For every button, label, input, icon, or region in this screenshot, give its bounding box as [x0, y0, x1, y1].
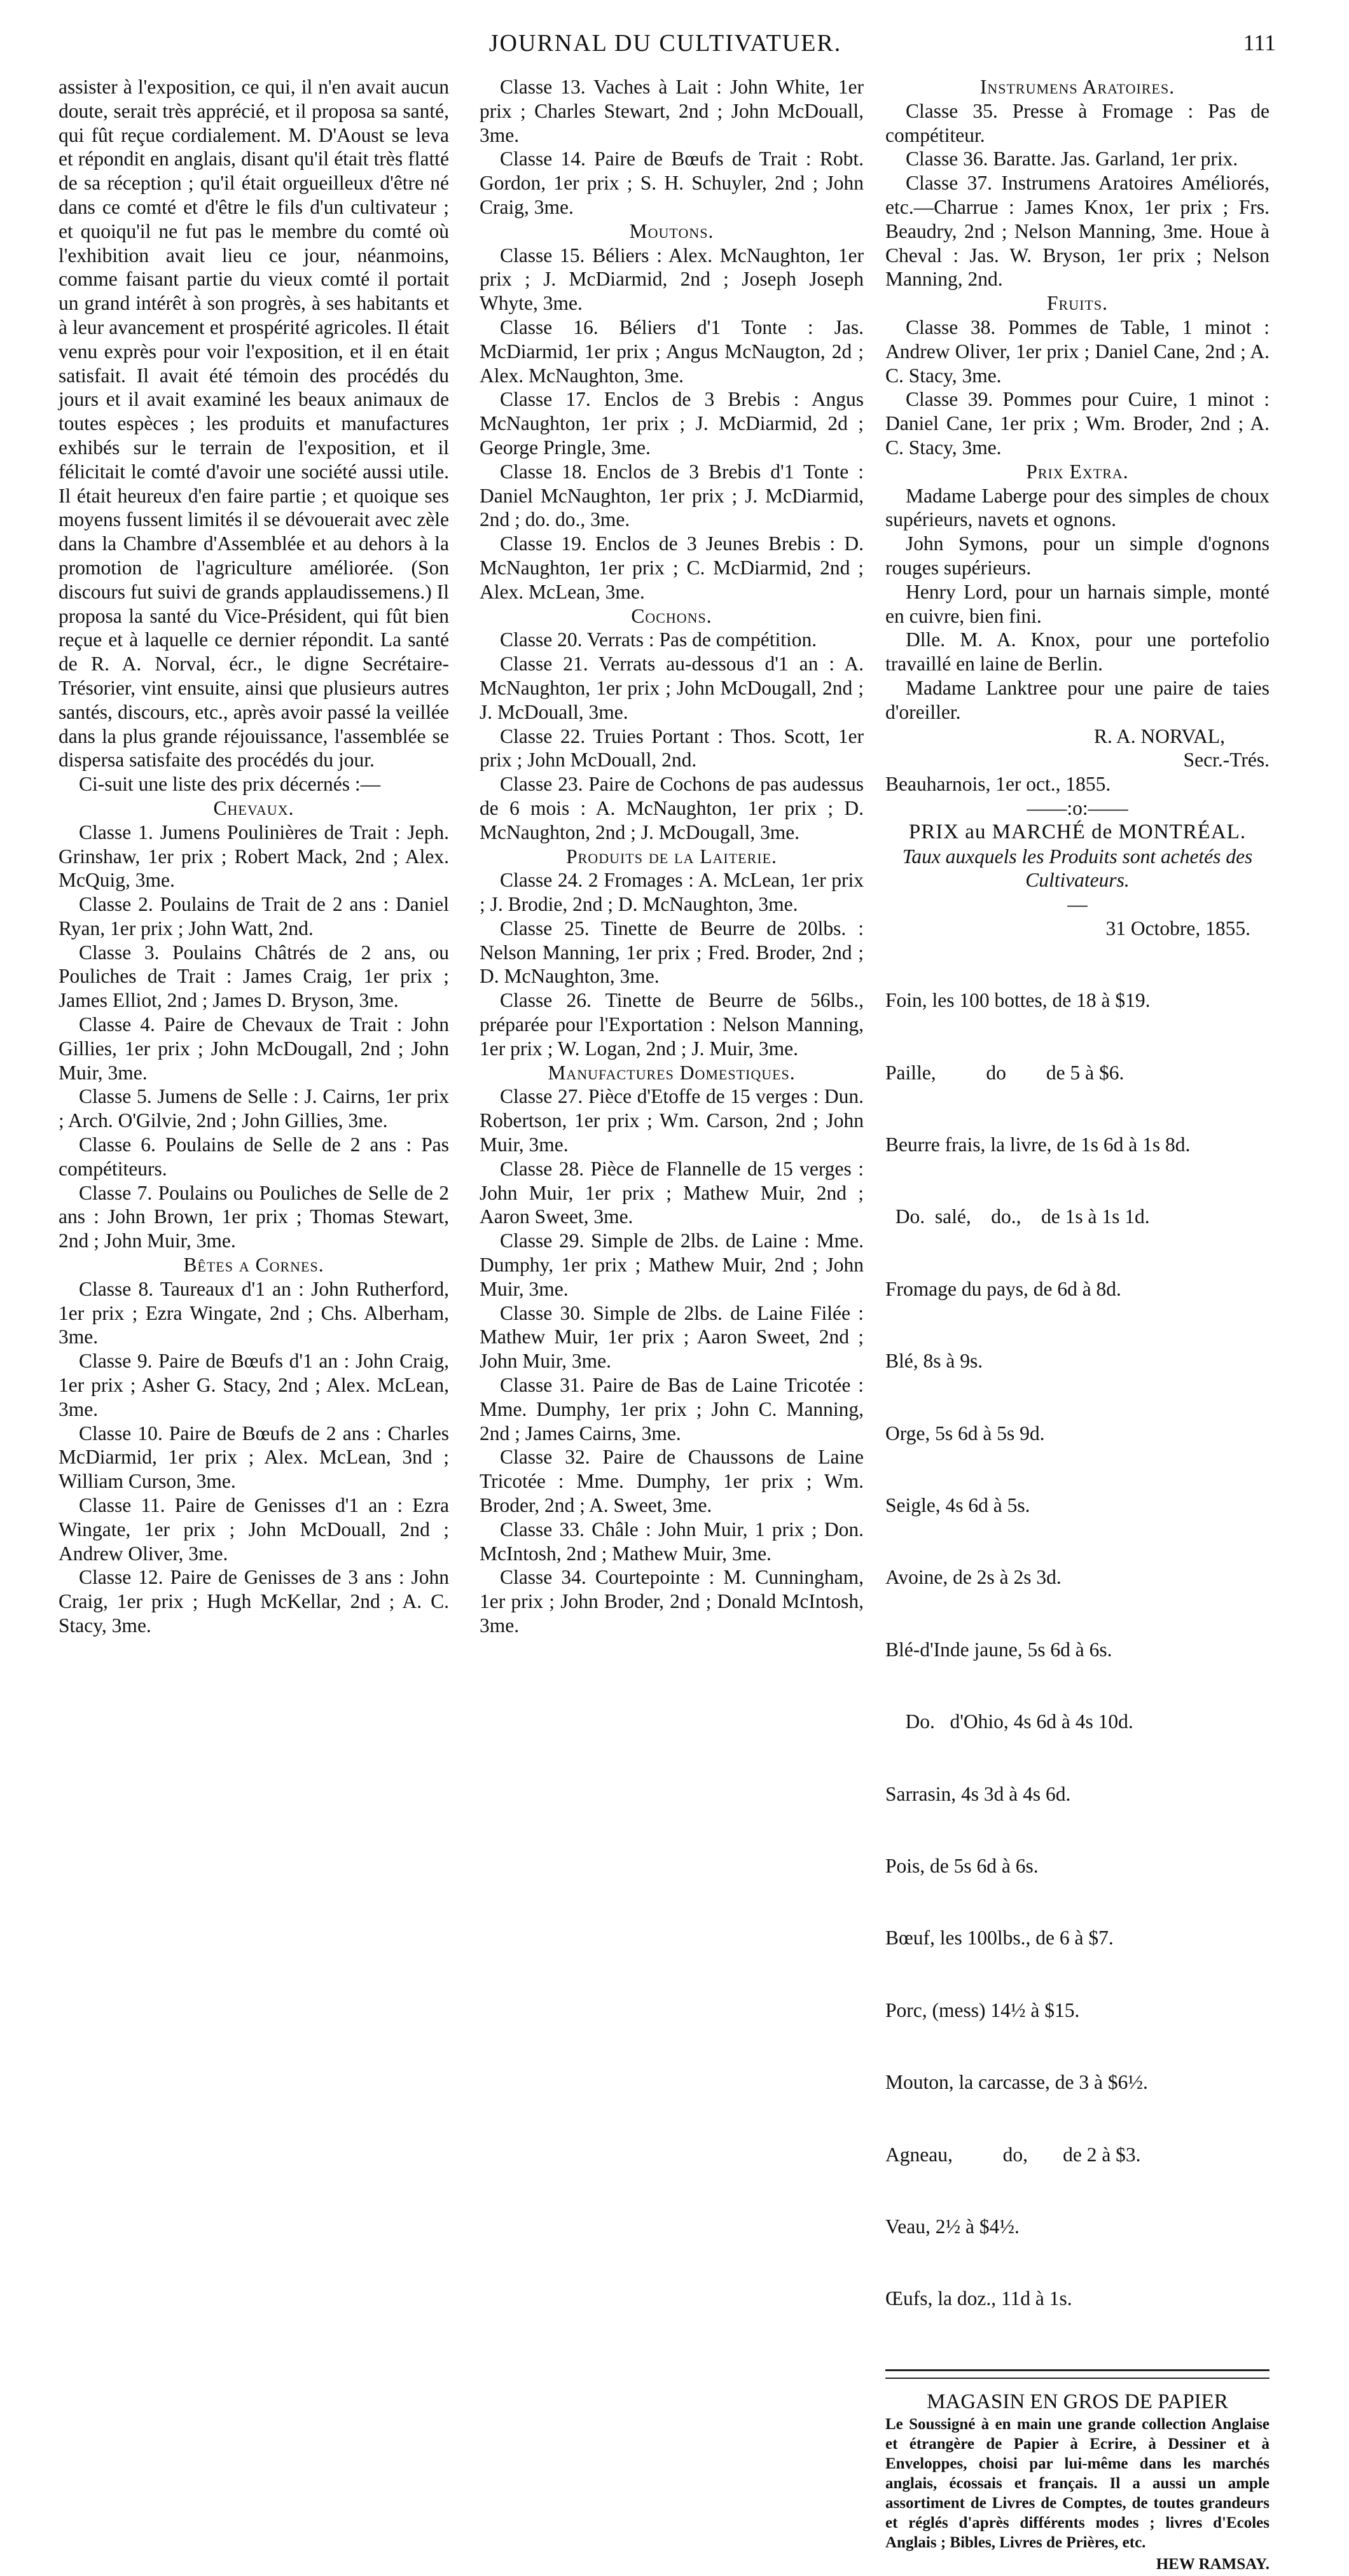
- prize-entry: Classe 38. Pommes de Table, 1 minot : Andrew Oliver, 1er prix ; Daniel Cane, 2nd ; A. C. Stacy, 3me.: [885, 315, 1269, 387]
- section-heading-chevaux: Chevaux.: [59, 796, 449, 821]
- page-number: 111: [1243, 29, 1276, 56]
- market-price-list: [885, 941, 1269, 2359]
- prize-entry: Classe 20. Verrats : Pas de compétition.: [480, 628, 864, 652]
- price-line: Paille, do de 5 à $6.: [885, 1061, 1269, 1085]
- signature-name: R. A. NORVAL,: [885, 724, 1269, 749]
- prize-entry: Classe 14. Paire de Bœufs de Trait : Robt. Gordon, 1er prix ; S. H. Schuyler, 2nd ; John Craig, 3me.: [480, 147, 864, 219]
- column-right: [885, 75, 1269, 2576]
- price-line: Orge, 5s 6d à 5s 9d.: [885, 1422, 1269, 1446]
- prize-entry: Classe 35. Presse à Fromage : Pas de compétiteur.: [885, 99, 1269, 148]
- price-line: Beurre frais, la livre, de 1s 6d à 1s 8d.: [885, 1133, 1269, 1157]
- prize-entry: Classe 3. Poulains Châtrés de 2 ans, ou Pouliches de Trait : James Craig, 1er prix ; James Elliot, 2nd ; James D. Bryson, 3me.: [59, 941, 449, 1013]
- prize-entry: Classe 36. Baratte. Jas. Garland, 1er prix.: [885, 147, 1269, 171]
- prize-entry: Classe 12. Paire de Genisses de 3 ans : John Craig, 1er prix ; Hugh McKellar, 2nd ; A. C. Stacy, 3me.: [59, 1565, 449, 1637]
- prize-entry: Classe 19. Enclos de 3 Jeunes Brebis : D. McNaughton, 1er prix ; C. McDiarmid, 2nd ; Alex. McLean, 3me.: [480, 532, 864, 604]
- prize-entry: Classe 16. Béliers d'1 Tonte : Jas. McDiarmid, 1er prix ; Angus McNaugton, 2d ; Alex. McNaughton, 3me.: [480, 315, 864, 387]
- price-line: Seigle, 4s 6d à 5s.: [885, 1493, 1269, 1518]
- signature-date: Beauharnois, 1er oct., 1855.: [885, 772, 1269, 796]
- prize-entry: Classe 39. Pommes pour Cuire, 1 minot : Daniel Cane, 1er prix ; Wm. Broder, 2nd ; A. C. Stacy, 3me.: [885, 387, 1269, 459]
- extra-prize: Madame Laberge pour des simples de choux supérieurs, navets et ognons.: [885, 484, 1269, 532]
- prize-entry: Classe 10. Paire de Bœufs de 2 ans : Charles McDiarmid, 1er prix ; Alex. McLean, 3nd ; William Curson, 3me.: [59, 1422, 449, 1493]
- price-line: Veau, 2½ à $4½.: [885, 2215, 1269, 2239]
- price-line: Porc, (mess) 14½ à $15.: [885, 1998, 1269, 2023]
- prize-entry: Classe 21. Verrats au-dessous d'1 an : A. McNaughton, 1er prix ; John McDougall, 2nd ; J. McDouall, 3me.: [480, 652, 864, 724]
- price-line: Foin, les 100 bottes, de 18 à $19.: [885, 988, 1269, 1013]
- section-heading-cochons: Cochons.: [480, 604, 864, 628]
- prize-entry: Classe 11. Paire de Genisses d'1 an : Ezra Wingate, 1er prix ; John McDouall, 2nd ; Andrew Oliver, 3me.: [59, 1493, 449, 1565]
- price-line: Do. salé, do., de 1s à 1s 1d.: [885, 1205, 1269, 1229]
- separator: ——:o:——: [885, 796, 1269, 821]
- extra-prize: John Symons, pour un simple d'ognons rouges supérieurs.: [885, 532, 1269, 580]
- price-line: Do. d'Ohio, 4s 6d à 4s 10d.: [885, 1710, 1269, 1734]
- price-line: Blé-d'Inde jaune, 5s 6d à 6s.: [885, 1638, 1269, 1662]
- prize-entry: Classe 8. Taureaux d'1 an : John Rutherford, 1er prix ; Ezra Wingate, 2nd ; Chs. Alberham, 3me.: [59, 1277, 449, 1349]
- prize-entry: Classe 2. Poulains de Trait de 2 ans : Daniel Ryan, 1er prix ; John Watt, 2nd.: [59, 892, 449, 941]
- prize-entry: Classe 9. Paire de Bœufs d'1 an : John Craig, 1er prix ; Asher G. Stacy, 2nd ; Alex. McLean, 3me.: [59, 1349, 449, 1421]
- column-middle: [480, 75, 864, 1638]
- prize-entry: Classe 13. Vaches à Lait : John White, 1er prix ; Charles Stewart, 2nd ; John McDouall, 3me.: [480, 75, 864, 147]
- price-line: Bœuf, les 100lbs., de 6 à $7.: [885, 1926, 1269, 1950]
- signature-title: Secr.-Trés.: [885, 748, 1269, 772]
- prize-entry: Classe 31. Paire de Bas de Laine Tricotée : Mme. Dumphy, 1er prix ; John C. Manning, 2nd ; James Cairns, 3me.: [480, 1373, 864, 1445]
- prize-entry: Classe 6. Poulains de Selle de 2 ans : Pas compétiteurs.: [59, 1133, 449, 1181]
- section-heading-extra: Prix Extra.: [885, 460, 1269, 484]
- prize-entry: Classe 29. Simple de 2lbs. de Laine : Mme. Dumphy, 1er prix ; Mathew Muir, 2nd ; John Muir, 3me.: [480, 1229, 864, 1301]
- prize-entry: Classe 7. Poulains ou Pouliches de Selle de 2 ans : John Brown, 1er prix ; Thomas Stewart, 2nd ; John Muir, 3me.: [59, 1181, 449, 1253]
- prize-entry: Classe 32. Paire de Chaussons de Laine Tricotée : Mme. Dumphy, 1er prix ; Wm. Broder, 2nd ; A. Sweet, 3me.: [480, 1445, 864, 1517]
- market-date: 31 Octobre, 1855.: [885, 917, 1269, 941]
- speech-paragraph: assister à l'exposition, ce qui, il n'en avait aucun doute, serait très apprécié, et il proposa sa santé, qui fût reçue cordialement. M. D'Aoust se leva et répondit en anglais, disant qu'il était très flatté de sa réception ; qu'il était orgueilleux d'être né dans ce comté et d'être le fils d'un cultivateur ; et quoiqu'il ne fut pas le membre du comté où l'exhibition avait lieu ce jour, néanmoins, comme faisant partie du vieux comté il portait un grand intérêt à son progrès, à ses habitants et à leur avancement et prospérité agricoles. Il était venu exprès pour voir l'exposition, et il en était satisfait. Il avait été témoin des procédés du jours et il avait examiné les beaux animaux de toutes espèces ; les produits et manufactures exhibés sur le terrain de l'exposition, et il félicitait le comté d'avoir une société aussi utile. Il était heureux d'en faire partie ; et quoique ses moyens fussent limités il se dévouerait avec zèle dans la Chambre d'Assemblée et au dehors à la promotion de l'agriculture améliorée. (Son discours fut suivi de grands applaudissemens.) Il proposa la santé du Vice-Président, qui fût bien reçue et à laquelle ce dernier répondit. La santé de R. A. Norval, écr., le digne Secrétaire-Trésorier, vint ensuite, ainsi que plusieurs autres santés, discours, etc., après avoir passé la veillée dans la plus grande réjouissance, l'assemblée se dispersa satisfaite des procédés du jour.: [59, 75, 449, 772]
- prize-entry: Classe 22. Truies Portant : Thos. Scott, 1er prix ; John McDouall, 2nd.: [480, 724, 864, 773]
- advertisement-title: MAGASIN EN GROS DE PAPIER: [885, 2390, 1269, 2414]
- prize-entry: Classe 27. Pièce d'Etoffe de 15 verges : Dun. Robertson, 1er prix ; Wm. Carson, 2nd ; John Muir, 3me.: [480, 1084, 864, 1156]
- prize-entry: Classe 33. Châle : John Muir, 1 prix ; Don. McIntosh, 2nd ; Mathew Muir, 3me.: [480, 1518, 864, 1566]
- price-line: Blé, 8s à 9s.: [885, 1349, 1269, 1373]
- extra-prize: Madame Lanktree pour une paire de taies d'oreiller.: [885, 676, 1269, 724]
- advertisement-body: Le Soussigné à en main une grande collection Anglaise et étrangère de Papier à Ecrire, à Dessiner et à Enveloppes, choisi par lui-même dans les marchés anglais, écossais et français. Il a aussi un ample assortiment de Livres de Comptes, de toutes grandeurs et réglés d'après différents modes ; livres d'Ecoles Anglais ; Bibles, Livres de Prières, etc.: [885, 2414, 1269, 2552]
- price-line: Avoine, de 2s à 2s 3d.: [885, 1565, 1269, 1589]
- prize-entry: Classe 23. Paire de Cochons de pas audessus de 6 mois : A. McNaughton, 1er prix ; D. McNaughton, 2nd ; J. McDougall, 3me.: [480, 772, 864, 844]
- double-rule-divider: [885, 2369, 1269, 2379]
- extra-prize: Dlle. M. A. Knox, pour une portefolio travaillé en laine de Berlin.: [885, 628, 1269, 676]
- section-heading-instrumens: Instrumens Aratoires.: [885, 75, 1269, 99]
- price-line: Pois, de 5s 6d à 6s.: [885, 1854, 1269, 1878]
- prize-entry: Classe 1. Jumens Poulinières de Trait : Jeph. Grinshaw, 1er prix ; Robert Mack, 2nd ; Alex. McQuig, 3me.: [59, 821, 449, 892]
- section-heading-betes: Bêtes a Cornes.: [59, 1253, 449, 1277]
- advertisement-signature: HEW RAMSAY.: [885, 2552, 1269, 2576]
- prize-entry: Classe 34. Courtepointe : M. Cunningham, 1er prix ; John Broder, 2nd ; Donald McIntosh, 3me.: [480, 1565, 864, 1637]
- prize-entry: Classe 17. Enclos de 3 Brebis : Angus McNaughton, 1er prix ; J. McDiarmid, 2d ; George Pringle, 3me.: [480, 387, 864, 459]
- market-subtitle: Taux auxquels les Produits sont achetés des Cultivateurs.: [885, 845, 1269, 893]
- price-line: Sarrasin, 4s 3d à 4s 6d.: [885, 1782, 1269, 1806]
- section-heading-moutons: Moutons.: [480, 219, 864, 244]
- running-title: JOURNAL DU CULTIVATUER.: [55, 29, 1276, 57]
- section-heading-fruits: Fruits.: [885, 291, 1269, 315]
- prize-entry: Classe 25. Tinette de Beurre de 20lbs. : Nelson Manning, 1er prix ; Fred. Broder, 2nd ; D. McNaughton, 3me.: [480, 917, 864, 988]
- prize-entry: Classe 28. Pièce de Flannelle de 15 verges : John Muir, 1er prix ; Mathew Muir, 2nd ; Aaron Sweet, 3me.: [480, 1157, 864, 1229]
- section-heading-laiterie: Produits de la Laiterie.: [480, 845, 864, 869]
- section-heading-manufactures: Manufactures Domestiques.: [480, 1061, 864, 1085]
- price-line: Œufs, la doz., 11d à 1s.: [885, 2287, 1269, 2311]
- list-intro: Ci-suit une liste des prix décernés :—: [59, 772, 449, 796]
- prize-entry: Classe 37. Instrumens Aratoires Améliorés, etc.—Charrue : James Knox, 1er prix ; Frs. Beaudry, 2nd ; Nelson Manning, 3me. Houe à Cheval : Jas. W. Bryson, 1er prix ; Nelson Manning, 2nd.: [885, 171, 1269, 291]
- price-line: Mouton, la carcasse, de 3 à $6½.: [885, 2070, 1269, 2095]
- prize-entry: Classe 5. Jumens de Selle : J. Cairns, 1er prix ; Arch. O'Gilvie, 2nd ; John Gillies, 3me.: [59, 1084, 449, 1133]
- prize-entry: Classe 26. Tinette de Beurre de 56lbs., préparée pour l'Exportation : Nelson Manning, 1er prix ; W. Logan, 2nd ; J. Muir, 3me.: [480, 988, 864, 1060]
- extra-prize: Henry Lord, pour un harnais simple, monté en cuivre, bien fini.: [885, 580, 1269, 628]
- prize-entry: Classe 30. Simple de 2lbs. de Laine Filée : Mathew Muir, 1er prix ; Aaron Sweet, 2nd ; John Muir, 3me.: [480, 1301, 864, 1373]
- prize-entry: Classe 24. 2 Fromages : A. McLean, 1er prix ; J. Brodie, 2nd ; D. McNaughton, 3me.: [480, 868, 864, 917]
- price-line: Fromage du pays, de 6d à 8d.: [885, 1277, 1269, 1301]
- prize-entry: Classe 18. Enclos de 3 Brebis d'1 Tonte : Daniel McNaughton, 1er prix ; J. McDiarmid, 2nd ; do. do., 3me.: [480, 460, 864, 532]
- column-left: [59, 75, 449, 1638]
- market-dash: —: [885, 892, 1269, 917]
- prize-entry: Classe 4. Paire de Chevaux de Trait : John Gillies, 1er prix ; John McDougall, 2nd ; John Muir, 3me.: [59, 1013, 449, 1084]
- market-title: PRIX au MARCHÉ de MONTRÉAL.: [885, 821, 1269, 845]
- page-header: [55, 29, 1276, 61]
- price-line: Agneau, do, de 2 à $3.: [885, 2143, 1269, 2167]
- prize-entry: Classe 15. Béliers : Alex. McNaughton, 1er prix ; J. McDiarmid, 2nd ; Joseph Joseph Whyte, 3me.: [480, 244, 864, 315]
